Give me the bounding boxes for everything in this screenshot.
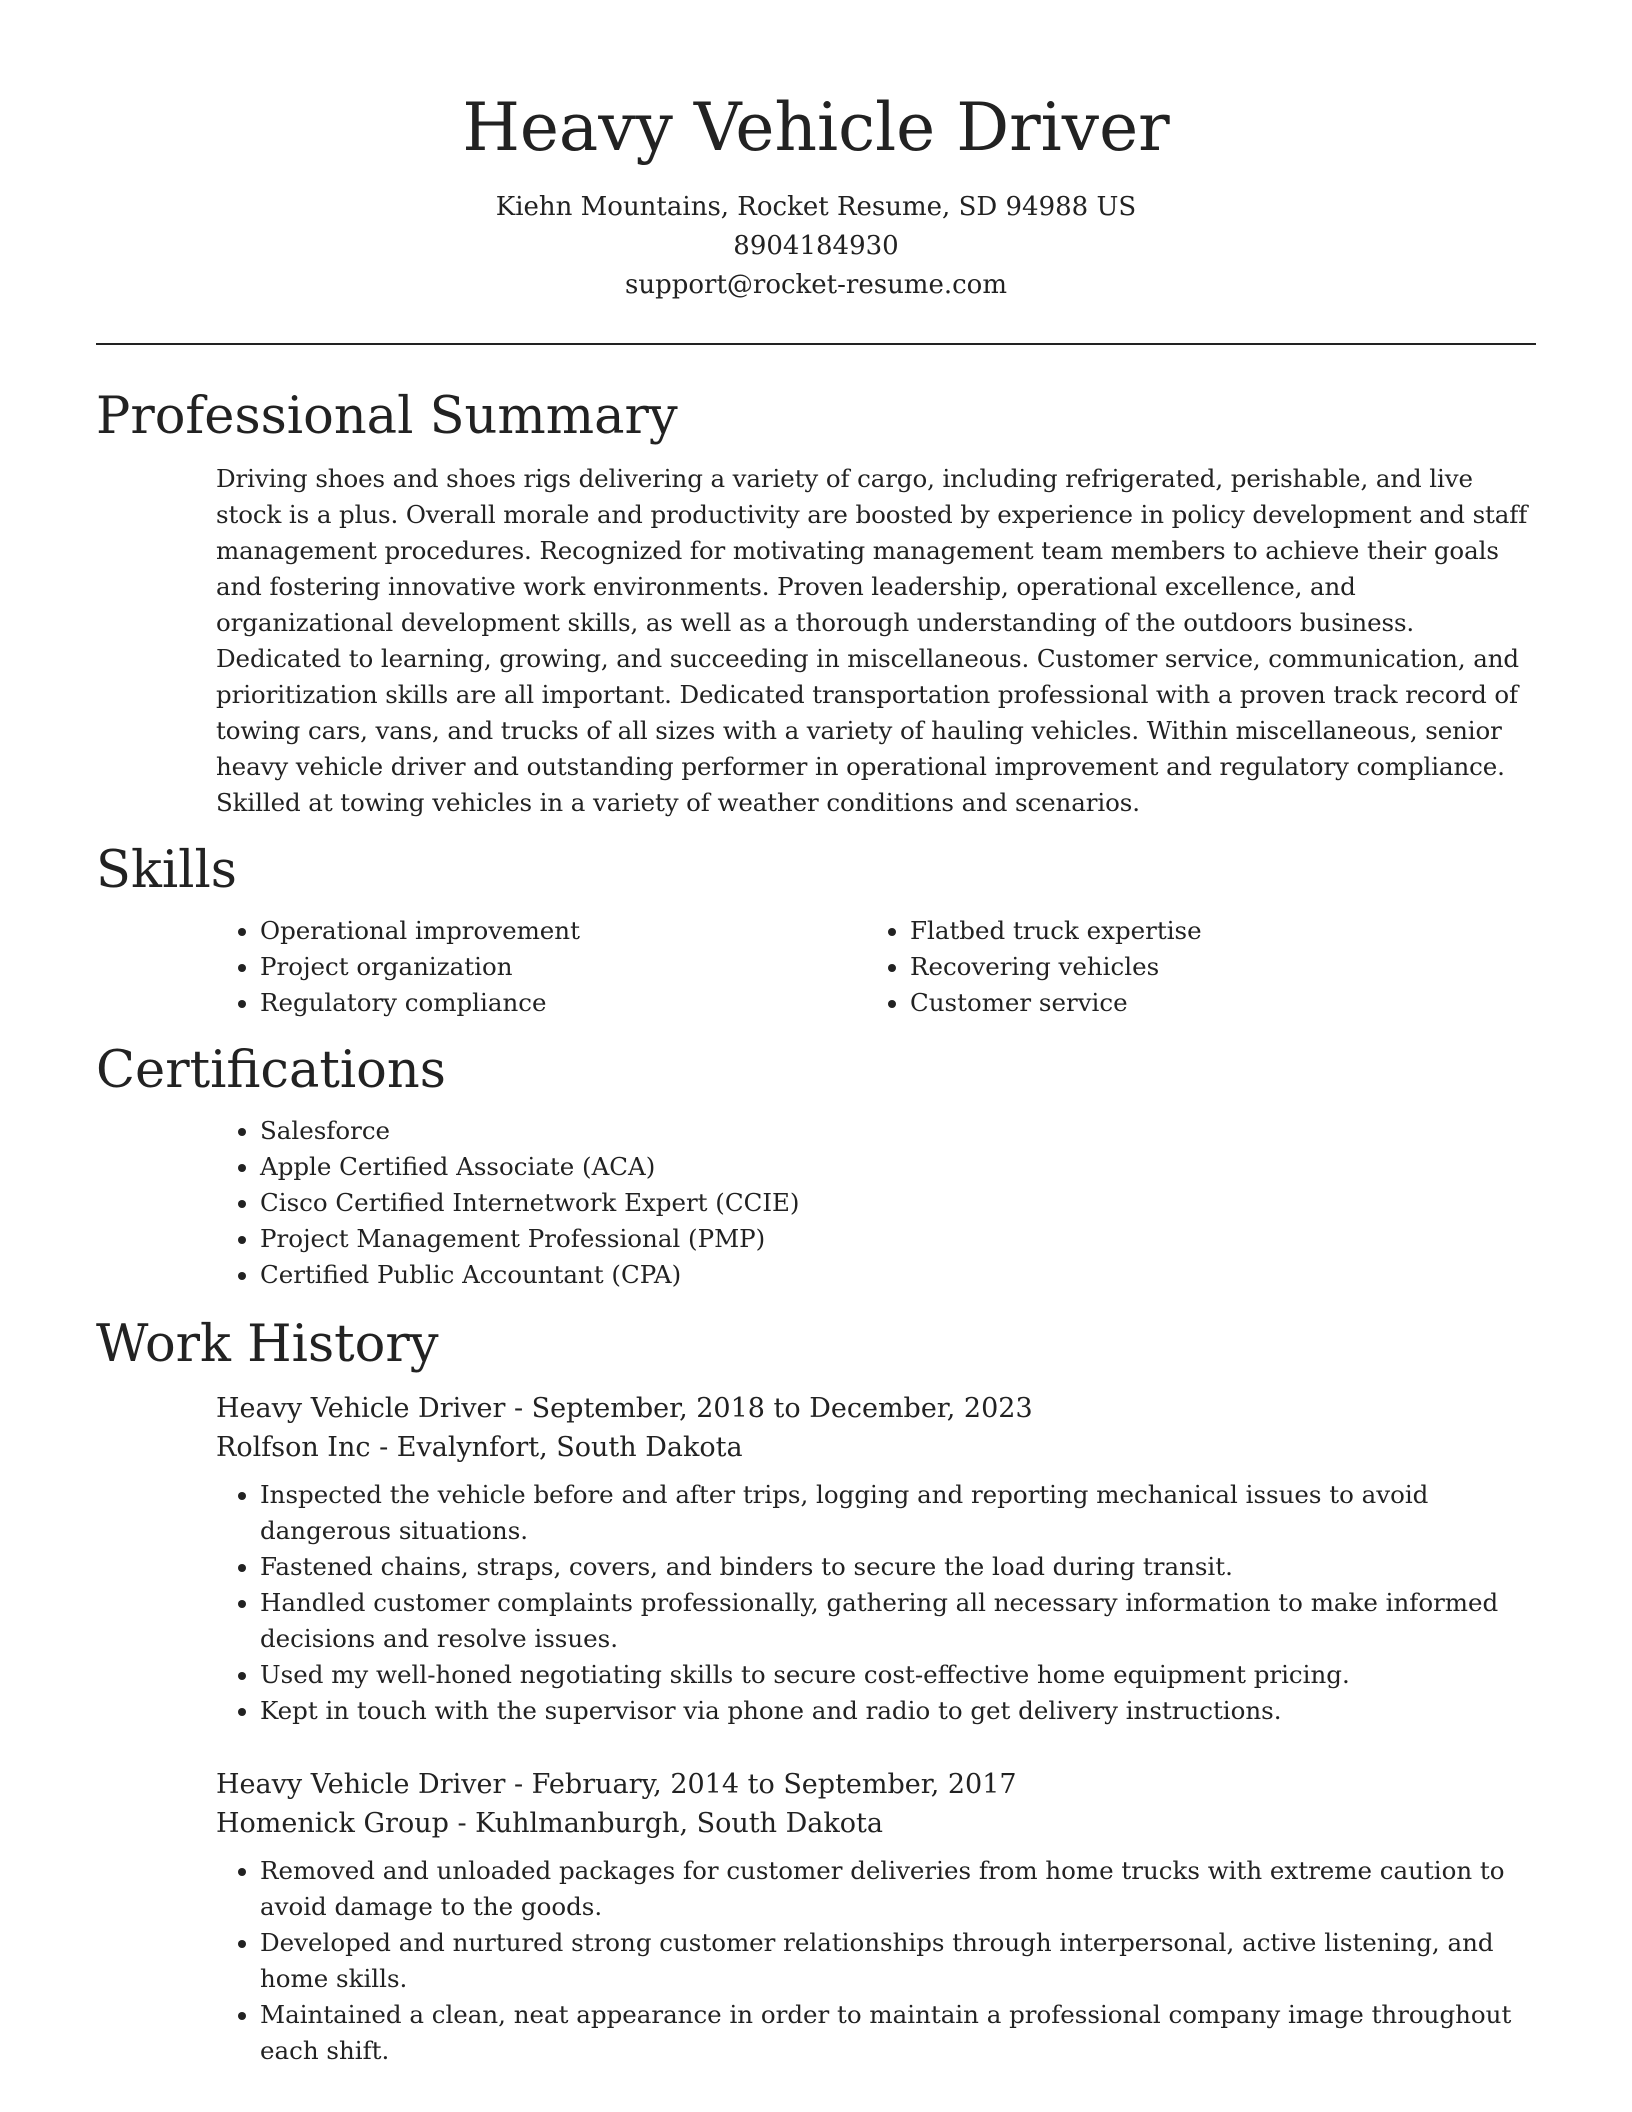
skills-column-left xyxy=(216,903,866,1021)
job-dates: - February, 2014 to September, 2017 xyxy=(505,1769,1017,1800)
job-company: Homenick Group xyxy=(216,1808,449,1839)
skill-item: • Flatbed truck expertise xyxy=(910,913,1516,949)
email-address: support@rocket-resume.com xyxy=(624,270,1007,300)
job-duty: • Developed and nurtured strong customer relationships through interpersonal, active listening, and home skills. xyxy=(260,1925,1536,1997)
certification-item: • Certified Public Accountant (CPA) xyxy=(260,1257,1536,1293)
job-entry xyxy=(216,1765,1536,2069)
skills-section xyxy=(96,839,1536,1021)
summary-heading: Professional Summary xyxy=(96,387,678,446)
header-divider xyxy=(96,343,1536,345)
job-location: - Evalynfort, South Dakota xyxy=(370,1432,743,1463)
skill-item: • Recovering vehicles xyxy=(910,949,1516,985)
job-duty: • Inspected the vehicle before and after trips, logging and reporting mechanical issues to avoid dangerous situations. xyxy=(260,1477,1536,1549)
skill-item: • Customer service xyxy=(910,985,1516,1021)
job-duty: • Kept in touch with the supervisor via phone and radio to get delivery instructions. xyxy=(260,1693,1536,1729)
job-role: Heavy Vehicle Driver xyxy=(216,1393,506,1424)
job-company-line xyxy=(216,1428,1536,1467)
job-company: Rolfson Inc xyxy=(216,1432,371,1463)
summary-section xyxy=(96,385,1536,821)
skills-grid xyxy=(216,903,1536,1021)
skills-heading: Skills xyxy=(96,841,237,900)
certification-item: • Salesforce xyxy=(260,1113,1536,1149)
job-title-line xyxy=(216,1389,1536,1428)
work-history-heading: Work History xyxy=(96,1315,439,1374)
certifications-section xyxy=(96,1039,1536,1293)
skills-column-right xyxy=(866,903,1516,1021)
phone-number: 8904184930 xyxy=(733,231,899,261)
job-duties xyxy=(216,1477,1536,1729)
contact-info xyxy=(96,188,1536,305)
job-duties xyxy=(216,1853,1536,2069)
skill-item: • Operational improvement xyxy=(260,913,866,949)
certifications-heading: Certifications xyxy=(96,1041,446,1100)
summary-text: Driving shoes and shoes rigs delivering a variety of cargo, including refrigerated, perishable, and live stock is a plus. Overall morale and productivity are boosted by experience in policy development and staff management procedures. Recognized for motivating management team members to achieve their goals and fostering innovative work environments. Proven leadership, operational excellence, and organizational development skills, as well as a thorough understanding of the outdoors business. Dedicated to learning, growing, and succeeding in miscellaneous. Customer service, communication, and prioritization skills are all important. Dedicated transportation professional with a proven track record of towing cars, vans, and trucks of all sizes with a variety of hauling vehicles. Within miscellaneous, senior heavy vehicle driver and outstanding performer in operational improvement and regulatory compliance. Skilled at towing vehicles in a variety of weather conditions and scenarios. xyxy=(216,464,1528,817)
certification-item: • Cisco Certified Internetwork Expert (CCIE) xyxy=(260,1185,1536,1221)
job-company-line xyxy=(216,1804,1536,1843)
job-duty: • Handled customer complaints professionally, gathering all necessary information to make informed decisions and resolve issues. xyxy=(260,1585,1536,1657)
job-location: - Kuhlmanburgh, South Dakota xyxy=(448,1808,883,1839)
certification-item: • Project Management Professional (PMP) xyxy=(260,1221,1536,1257)
job-duty: • Used my well-honed negotiating skills to secure cost-effective home equipment pricing. xyxy=(260,1657,1536,1693)
job-title-line xyxy=(216,1765,1536,1804)
address: Kiehn Mountains, Rocket Resume, SD 94988 US xyxy=(495,192,1137,222)
job-dates: - September, 2018 to December, 2023 xyxy=(505,1393,1033,1424)
job-duty: • Maintained a clean, neat appearance in order to maintain a professional company image throughout each shift. xyxy=(260,1997,1536,2069)
work-history-section xyxy=(96,1313,1536,2069)
job-entry xyxy=(216,1389,1536,1729)
resume-header xyxy=(96,0,1536,305)
skill-item: • Project organization xyxy=(260,949,866,985)
certification-item: • Apple Certified Associate (ACA) xyxy=(260,1149,1536,1185)
candidate-name: Heavy Vehicle Driver xyxy=(462,89,1170,166)
job-duty: • Fastened chains, straps, covers, and binders to secure the load during transit. xyxy=(260,1549,1536,1585)
skill-item: • Regulatory compliance xyxy=(260,985,866,1021)
job-duty: • Removed and unloaded packages for customer deliveries from home trucks with extreme caution to avoid damage to the goods. xyxy=(260,1853,1536,1925)
job-role: Heavy Vehicle Driver xyxy=(216,1769,506,1800)
